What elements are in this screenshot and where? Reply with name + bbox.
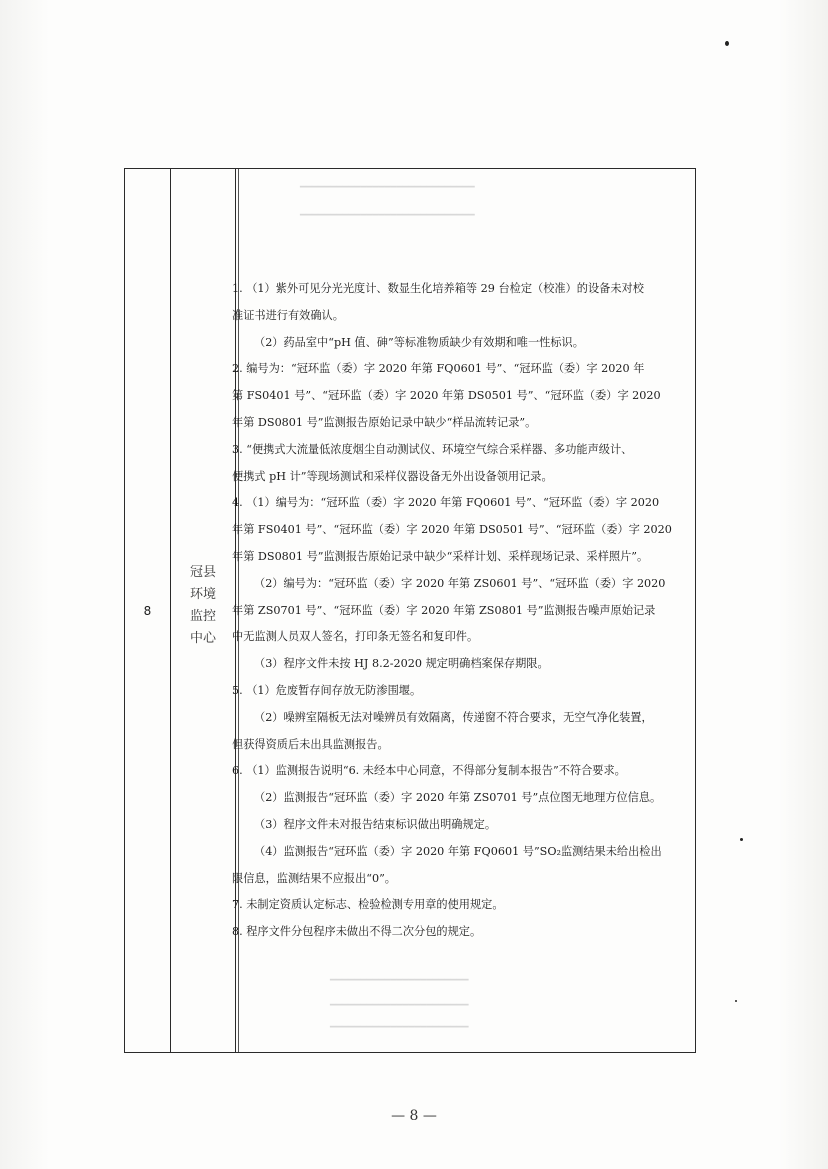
finding-line: 3. “便携式大流量低浓度烟尘自动测试仪、环境空气综合采样器、多功能声级计、 [232,442,633,456]
finding-line: 2. 编号为：“冠环监（委）字 2020 年第 FQ0601 号”、“冠环监（委）字 2020 年 [232,362,645,376]
finding-line: （2）监测报告“冠环监（委）字 2020 年第 ZS0701 号”点位图无地理方位信息。 [254,791,662,805]
finding-line: （2）药品室中“pH 值、砷”等标准物质缺少有效期和唯一性标识。 [254,335,584,349]
organization-name-line: 监控 [189,609,216,624]
bleed-through-text: ━━━━━━━━━━━━━━━━━━━━━━━ [330,1022,469,1033]
finding-line: 7. 未制定资质认定标志、检验检测专用章的使用规定。 [232,898,504,912]
finding-line: 5. （1）危废暂存间存放无防渗围堰。 [232,683,422,697]
scan-speck [725,41,729,46]
row-number: 8 [143,603,152,618]
finding-line: 中无监测人员双人签名，打印条无签名和复印件。 [232,630,479,644]
bleed-through-text: ━━━━━━━━━━━━━━━━━━━━━━━━━━━━━ [300,210,475,221]
organization-name-line: 环境 [189,587,216,602]
finding-line: 4. （1）编号为：“冠环监（委）字 2020 年第 FQ0601 号”、“冠环监（委）字 2020 [232,496,660,510]
finding-line: 便携式 pH 计”等现场测试和采样仪器设备无外出设备领用记录。 [232,469,553,483]
bleed-through-text: ━━━━━━━━━━━━━━━━━━━━━━━ [330,975,469,986]
page-number: — 8 — [391,1108,437,1124]
organization-name-line: 冠县 [189,565,216,580]
finding-line: （2）噪辨室隔板无法对噪辨员有效隔离，传递窗不符合要求，无空气净化装置， [254,710,653,724]
finding-line: （2）编号为：“冠环监（委）字 2020 年第 ZS0601 号”、“冠环监（委）字 2020 [254,576,666,590]
finding-line: 准证书进行有效确认。 [232,308,344,322]
bleed-through-text: ━━━━━━━━━━━━━━━━━━━━━━━━━━━━━ [300,182,475,193]
finding-line: 但获得资质后未出具监测报告。 [232,737,389,751]
scan-speck [735,1000,737,1002]
finding-line: 年第 DS0801 号”监测报告原始记录中缺少“采样计划、采样现场记录、采样照片”。 [232,549,649,563]
finding-line: 6. （1）监测报告说明“6. 未经本中心同意，不得部分复制本报告”不符合要求。 [232,764,626,778]
bleed-through-text: ━━━━━━━━━━━━━━━━━━━━━━━ [330,1000,469,1011]
finding-line: （3）程序文件未按 HJ 8.2-2020 规定明确档案保存期限。 [254,657,549,671]
organization-name-line: 中心 [189,631,216,646]
finding-line: （4）监测报告“冠环监（委）字 2020 年第 FQ0601 号”SO₂监测结果未给出检出 [254,844,662,858]
finding-line: 年第 FS0401 号”、“冠环监（委）字 2020 年第 DS0501 号”、“冠环监（委）字 2020 [232,523,672,537]
scan-speck [740,838,743,841]
column-divider [170,169,171,1052]
finding-line: 第 FS0401 号”、“冠环监（委）字 2020 年第 DS0501 号”、“冠环监（委）字 2020 [232,389,661,403]
finding-line: 8. 程序文件分包程序未做出不得二次分包的规定。 [232,925,482,939]
finding-line: 限信息，监测结果不应报出“0”。 [232,871,396,885]
finding-line: 1. （1）紫外可见分光光度计、数显生化培养箱等 29 台检定（校准）的设备未对校 [232,282,644,295]
findings-content [232,276,696,946]
finding-line: 年第 ZS0701 号”、“冠环监（委）字 2020 年第 ZS0801 号”监测报告噪声原始记录 [232,603,656,617]
finding-line: （3）程序文件未对报告结束标识做出明确规定。 [254,817,497,831]
organization-name [183,562,223,650]
finding-line: 年第 DS0801 号”监测报告原始记录中缺少“样品流转记录”。 [232,415,537,429]
